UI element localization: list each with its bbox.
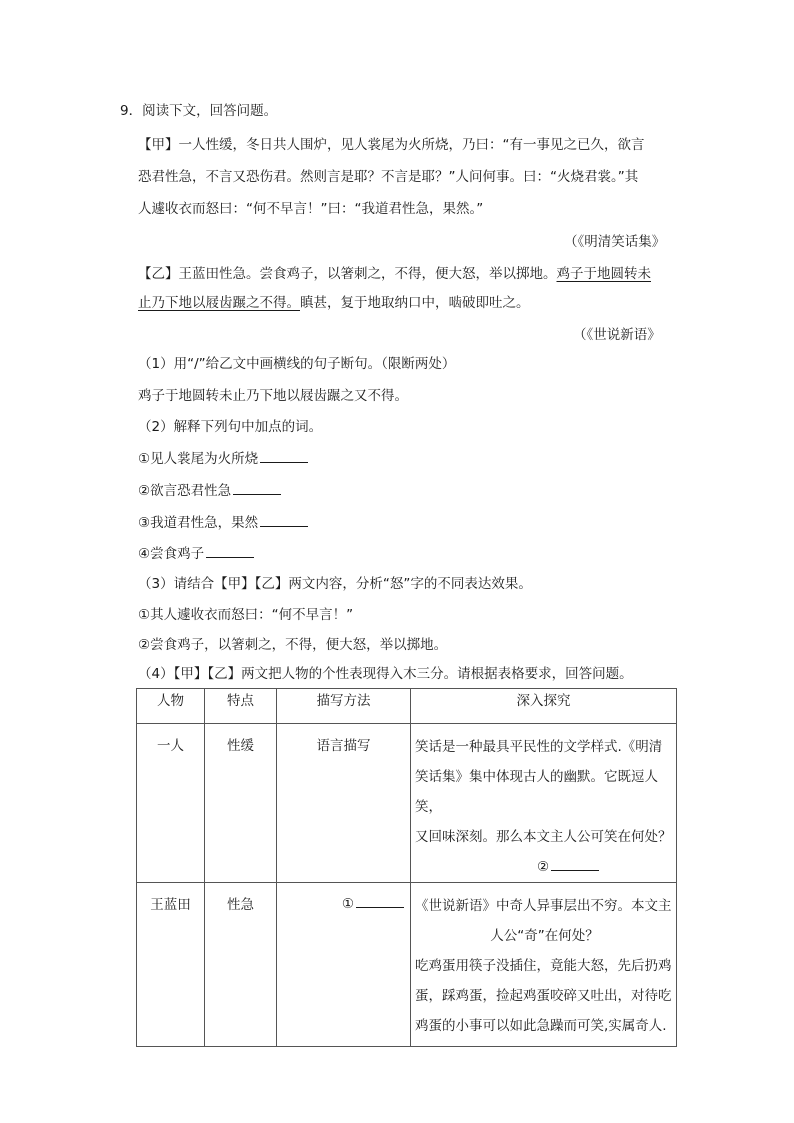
answer-blank[interactable]: [206, 543, 254, 558]
subquestion-3-item: ①其人遽收衣而怒曰：“何不早言！”: [138, 607, 354, 623]
underlined-sentence: 鸡子于地圆转未: [556, 266, 651, 282]
underlined-sentence: 止乃下地以屐齿蹍之不得。: [138, 295, 300, 311]
subquestion-3-prompt: （3）请结合【甲】【乙】两文内容，分析“怒”字的不同表达效果。: [138, 576, 532, 592]
passage-yi-text: 瞋甚，复于地取纳口中，啮破即吐之。: [300, 295, 530, 311]
table-row: [137, 883, 677, 1047]
item-text: ①见人裳尾为火所烧: [138, 451, 259, 467]
explore-line: 笑话集》集中体现古人的幽默。它既逗人笑，: [415, 769, 658, 815]
table-header-row: [137, 689, 677, 724]
table-header: 人物: [137, 689, 205, 724]
table-header: 特点: [205, 689, 277, 724]
answer-blank[interactable]: [233, 480, 281, 495]
subquestion-2-item: [138, 448, 308, 469]
passage-jia-source: （《明清笑话集》: [564, 234, 666, 250]
explore-line: 人公“奇”在何处？: [490, 928, 599, 944]
method-cell: 语言描写: [277, 724, 411, 883]
subquestion-2-prompt: （2）解释下列句中加点的词。: [138, 419, 323, 435]
method-cell: [277, 883, 411, 1047]
subquestion-2-item: [138, 543, 254, 564]
item-text: ④尝食鸡子: [138, 546, 205, 562]
trait-cell: 性急: [205, 883, 277, 1047]
explore-line: 笑话是一种最具平民性的文学样式.《明清: [415, 739, 663, 755]
item-text: ②欲言恐君性急: [138, 483, 232, 499]
subquestion-1-sentence: 鸡子于地圆转未止乃下地以屐齿蹍之又不得。: [138, 388, 408, 404]
table-header: 深入探究: [411, 689, 677, 724]
passage-yi-source: （《世说新语》: [573, 327, 661, 343]
subquestion-2-item: [138, 512, 308, 533]
person-cell: 一人: [137, 724, 205, 883]
question-number-line: 9．阅读下文，回答问题。: [120, 103, 278, 119]
answer-blank[interactable]: [551, 856, 599, 871]
answer-blank-line: [415, 852, 674, 882]
blank-marker: ①: [341, 896, 354, 912]
subquestion-2-item: [138, 480, 281, 501]
answer-blank[interactable]: [260, 448, 308, 463]
explore-cell: [411, 724, 677, 883]
subquestion-3-item: ②尝食鸡子，以箸刺之，不得，便大怒，举以掷地。: [138, 637, 448, 653]
passage-yi-text: 【乙】王蓝田性急。尝食鸡子，以箸刺之，不得，便大怒，举以掷地。: [138, 266, 557, 282]
trait-cell: 性缓: [205, 724, 277, 883]
answer-blank[interactable]: [356, 893, 404, 908]
passage-yi-line: [138, 293, 530, 313]
blank-marker: ②: [537, 859, 550, 875]
table-header: 描写方法: [277, 689, 411, 724]
passage-yi-line: [138, 264, 651, 284]
subquestion-4-prompt: （4）【甲】【乙】两文把人物的个性表现得入木三分。请根据表格要求，回答问题。: [138, 666, 633, 682]
explore-line: 蛋，踩鸡蛋，捡起鸡蛋咬碎又吐出，对待吃: [415, 988, 672, 1004]
explore-line: 《世说新语》中奇人异事层出不穷。本文主: [415, 898, 672, 914]
subquestion-1-prompt: （1）用“/”给乙文中画横线的句子断句。（限断两处）: [138, 356, 456, 372]
passage-jia-line: 【甲】一人性缓，冬日共人围炉，见人裳尾为火所烧，乃曰：“有一事见之已久，欲言: [138, 137, 645, 153]
table-row: [137, 724, 677, 883]
explore-line: 鸡蛋的小事可以如此急躁而可笑,实属奇人.: [415, 1018, 667, 1034]
explore-line: 又回味深刻。那么本文主人公可笑在何处？: [415, 829, 672, 845]
passage-jia-line: 人遽收衣而怒曰：“何不早言！”曰：“我道君性急，果然。”: [138, 201, 484, 217]
analysis-table: [136, 688, 677, 1047]
explore-line: 吃鸡蛋用筷子没插住，竟能大怒，先后扔鸡: [415, 958, 672, 974]
answer-blank[interactable]: [260, 512, 308, 527]
person-cell: 王蓝田: [137, 883, 205, 1047]
passage-jia-line: 恐君性急，不言又恐伤君。然则言是耶？不言是耶？”人问何事。曰：“火烧君裳。”其: [138, 169, 639, 185]
explore-cell: [411, 883, 677, 1047]
item-text: ③我道君性急，果然: [138, 515, 259, 531]
